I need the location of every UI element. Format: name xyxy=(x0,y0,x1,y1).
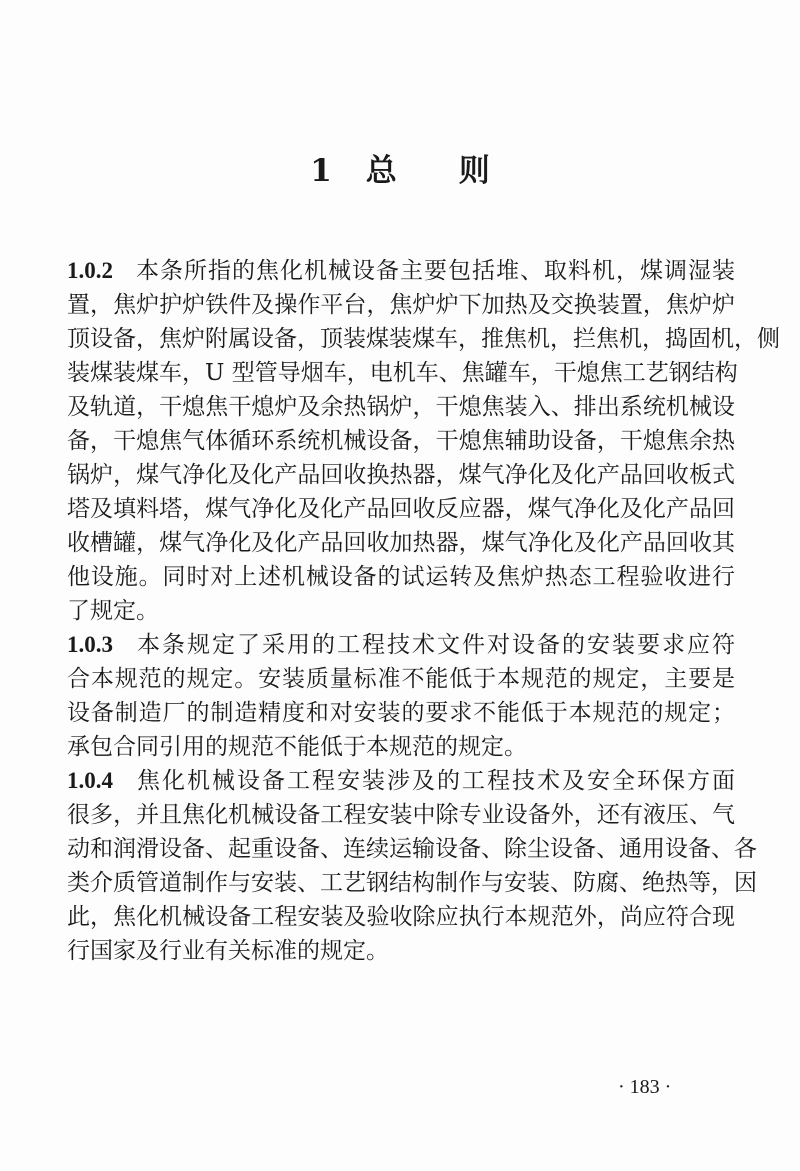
text-line xyxy=(67,730,735,764)
line-text: 本条规定了采用的工程技术文件对设备的安装要求应符 xyxy=(135,632,735,658)
line-text: 了规定。 xyxy=(67,598,159,624)
line-text: 行国家及行业有关标准的规定。 xyxy=(67,938,389,964)
chapter-title xyxy=(0,145,800,190)
chapter-title-word-1: 总 xyxy=(365,153,397,189)
text-line xyxy=(67,526,735,560)
clause-number: 1.0.2 xyxy=(67,258,113,283)
text-line xyxy=(67,866,757,900)
line-text: 此，焦化机械设备工程安装及验收除应执行本规范外，尚应符合现 xyxy=(67,904,735,930)
clause-number: 1.0.3 xyxy=(67,632,113,657)
text-line xyxy=(67,356,738,390)
text-line xyxy=(67,594,735,628)
line-text: 塔及填料塔，煤气净化及化产品回收反应器，煤气净化及化产品回 xyxy=(67,496,735,522)
clause-1-0-3 xyxy=(67,628,735,764)
line-text: 装煤装煤车，U 型管导烟车，电机车、焦罐车，干熄焦工艺钢结构 xyxy=(67,360,738,386)
line-text: 顶设备，焦炉附属设备，顶装煤装煤车，推焦机，拦焦机，捣固机，侧 xyxy=(67,326,780,352)
line-text: 他设施。同时对上述机械设备的试运转及焦炉热态工程验收进行 xyxy=(67,564,735,590)
text-line xyxy=(67,458,735,492)
line-text: 及轨道，干熄焦干熄炉及余热锅炉，干熄焦装入、排出系统机械设 xyxy=(67,394,735,420)
line-text: 类介质管道制作与安装、工艺钢结构制作与安装、防腐、绝热等，因 xyxy=(67,870,757,896)
text-line xyxy=(67,764,735,798)
line-text: 收槽罐，煤气净化及化产品回收加热器，煤气净化及化产品回收其 xyxy=(67,530,735,556)
page-number: · 183 · xyxy=(618,1076,672,1098)
line-text: 置，焦炉护炉铁件及操作平台，焦炉炉下加热及交换装置，焦炉炉 xyxy=(67,292,735,318)
clause-number: 1.0.4 xyxy=(67,768,113,793)
line-text: 锅炉，煤气净化及化产品回收换热器，煤气净化及化产品回收板式 xyxy=(67,462,735,488)
line-text: 承包合同引用的规范不能低于本规范的规定。 xyxy=(67,734,527,760)
chapter-number: 1 xyxy=(310,153,332,189)
text-line xyxy=(67,254,735,288)
line-text: 很多，并且焦化机械设备工程安装中除专业设备外，还有液压、气 xyxy=(67,802,735,828)
line-text: 本条所指的焦化机械设备主要包括堆、取料机，煤调湿装 xyxy=(135,258,735,284)
text-line xyxy=(67,390,735,424)
text-line xyxy=(67,424,735,458)
text-line xyxy=(67,934,735,968)
line-text: 合本规范的规定。安装质量标准不能低于本规范的规定，主要是 xyxy=(67,666,735,692)
line-text: 焦化机械设备工程安装涉及的工程技术及安全环保方面 xyxy=(135,768,735,794)
clause-1-0-4 xyxy=(67,764,757,968)
chapter-title-word-2: 则 xyxy=(458,153,490,189)
text-line xyxy=(67,696,735,730)
text-line xyxy=(67,492,735,526)
text-line xyxy=(67,832,757,866)
text-line xyxy=(67,662,735,696)
line-text: 设备制造厂的制造精度和对安装的要求不能低于本规范的规定； xyxy=(67,700,735,726)
text-line xyxy=(67,288,735,322)
clause-1-0-2 xyxy=(67,254,780,628)
line-text: 动和润滑设备、起重设备、连续运输设备、除尘设备、通用设备、各 xyxy=(67,836,757,862)
document-body xyxy=(67,254,780,968)
text-line xyxy=(67,322,780,356)
text-line xyxy=(67,560,735,594)
text-line xyxy=(67,900,735,934)
text-line xyxy=(67,628,735,662)
text-line xyxy=(67,798,735,832)
line-text: 备，干熄焦气体循环系统机械设备，干熄焦辅助设备，干熄焦余热 xyxy=(67,428,735,454)
